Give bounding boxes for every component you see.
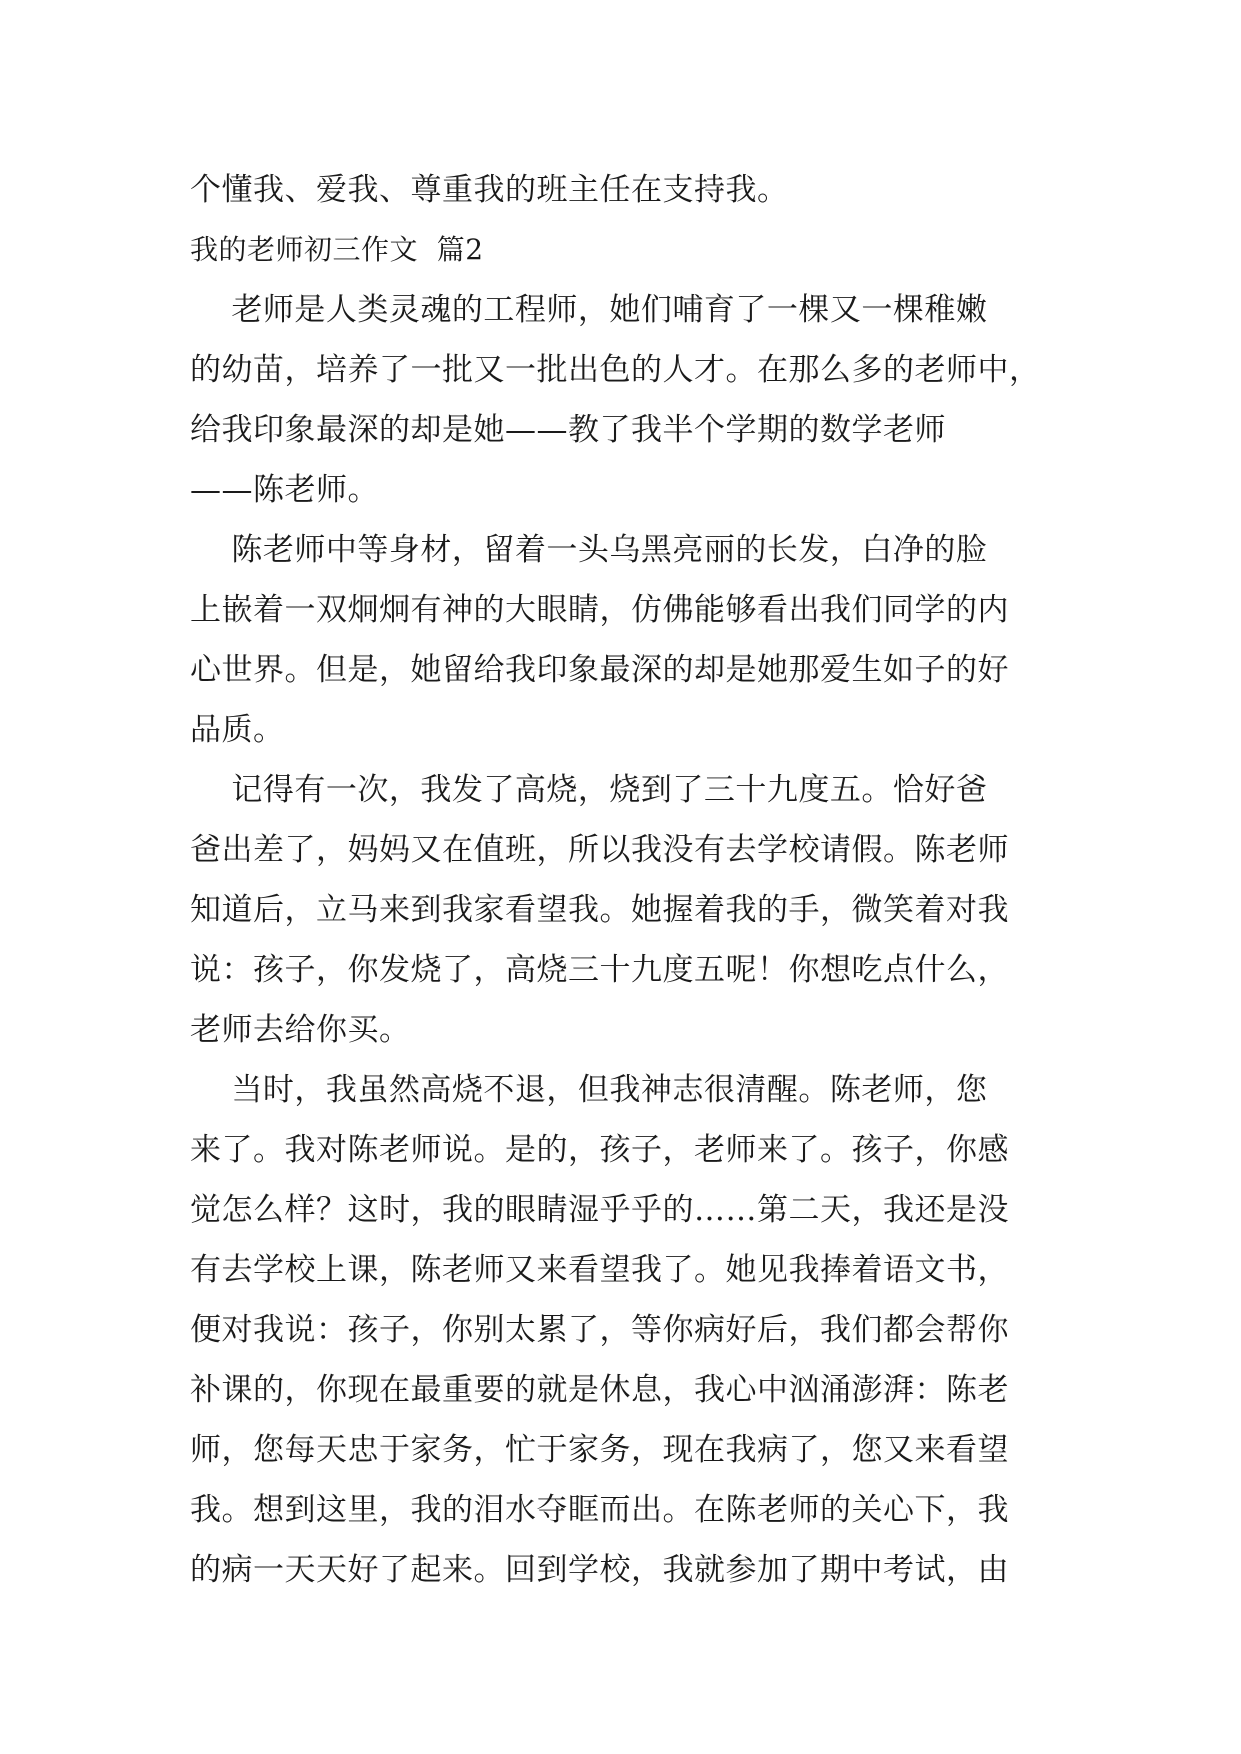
- text-line: 说：孩子，你发烧了，高烧三十九度五呢！你想吃点什么，: [190, 952, 1009, 988]
- text-line: 师，您每天忠于家务，忙于家务，现在我病了，您又来看望: [190, 1432, 1009, 1468]
- text-line: 老师是人类灵魂的工程师，她们哺育了一棵又一棵稚嫩: [190, 292, 988, 328]
- text-line: 心世界。但是，她留给我印象最深的却是她那爱生如子的好: [190, 652, 1009, 688]
- text-line: 记得有一次，我发了高烧，烧到了三十九度五。恰好爸: [190, 772, 988, 808]
- text-line: 陈老师中等身材，留着一头乌黑亮丽的长发，白净的脸: [190, 532, 988, 568]
- text-line: 上嵌着一双炯炯有神的大眼睛，仿佛能够看出我们同学的内: [190, 592, 1009, 628]
- text-line: 补课的，你现在最重要的就是休息，我心中汹涌澎湃：陈老: [190, 1372, 1009, 1408]
- text-line: 爸出差了，妈妈又在值班，所以我没有去学校请假。陈老师: [190, 832, 1009, 868]
- text-line: 品质。: [190, 712, 285, 748]
- text-line: 觉怎么样？这时，我的眼睛湿乎乎的……第二天，我还是没: [190, 1192, 1009, 1228]
- text-line: 我。想到这里，我的泪水夺眶而出。在陈老师的关心下，我: [190, 1492, 1009, 1528]
- text-line: 来了。我对陈老师说。是的，孩子，老师来了。孩子，你感: [190, 1132, 1009, 1168]
- text-line: 个懂我、爱我、尊重我的班主任在支持我。: [190, 172, 789, 208]
- text-line: 的病一天天好了起来。回到学校，我就参加了期中考试，由: [190, 1552, 1009, 1588]
- text-line: 有去学校上课，陈老师又来看望我了。她见我捧着语文书，: [190, 1252, 1009, 1288]
- text-line: ——陈老师。: [190, 472, 379, 508]
- document-body: [190, 160, 1070, 1600]
- section-heading: 我的老师初三作文 篇2: [190, 233, 484, 266]
- text-line: 给我印象最深的却是她——教了我半个学期的数学老师: [190, 412, 946, 448]
- text-line: 便对我说：孩子，你别太累了，等你病好后，我们都会帮你: [190, 1312, 1009, 1348]
- text-line: 知道后，立马来到我家看望我。她握着我的手，微笑着对我: [190, 892, 1009, 928]
- text-line: 当时，我虽然高烧不退，但我神志很清醒。陈老师，您: [190, 1072, 988, 1108]
- text-line: 的幼苗，培养了一批又一批出色的人才。在那么多的老师中，: [190, 352, 1041, 388]
- text-line: 老师去给你买。: [190, 1012, 411, 1048]
